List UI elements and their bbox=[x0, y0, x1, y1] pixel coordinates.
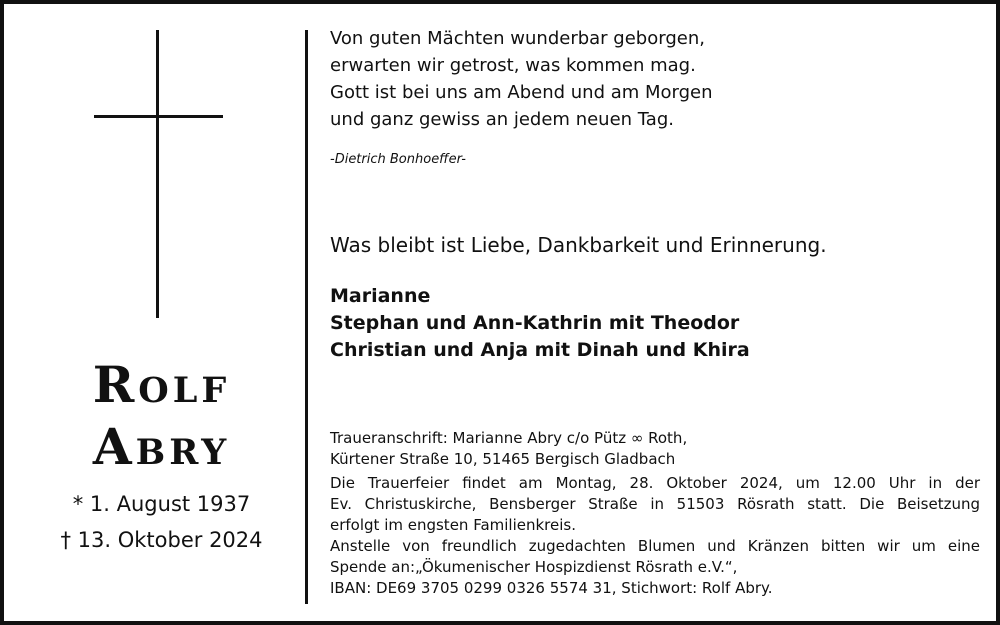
mourning-address-line: Kürtener Straße 10, 51465 Bergisch Gladbach bbox=[330, 450, 676, 468]
ceremony-line: Ev. Christuskirche, Bensberger Straße in 51503 Rösrath statt. Die Beisetzung bbox=[330, 495, 980, 513]
ceremony-line: erfolgt im engsten Familienkreis. bbox=[330, 516, 576, 534]
poem-line: und ganz gewiss an jedem neuen Tag. bbox=[330, 109, 674, 130]
mourning-address-line: Traueranschrift: Marianne Abry c/o Pütz ∞ Roth, bbox=[330, 429, 688, 447]
funeral-information bbox=[330, 428, 980, 599]
family-member: Stephan und Ann-Kathrin mit Theodor bbox=[330, 312, 740, 334]
cross-icon bbox=[156, 30, 159, 318]
donation-line: Spende an:„Ökumenischer Hospizdienst Rösrath e.V.“, bbox=[330, 558, 738, 576]
vertical-divider bbox=[305, 30, 308, 604]
poem-author: -Dietrich Bonhoeffer- bbox=[330, 152, 466, 167]
deceased-first-name: Rolf bbox=[92, 355, 231, 414]
cross-icon-crossbar bbox=[94, 115, 223, 118]
poem-line: erwarten wir getrost, was kommen mag. bbox=[330, 55, 696, 76]
family-list bbox=[330, 283, 750, 364]
family-member: Marianne bbox=[330, 285, 431, 307]
birth-date: * 1. August 1937 bbox=[72, 492, 251, 516]
ceremony-line: Die Trauerfeier findet am Montag, 28. Oktober 2024, um 12.00 Uhr in der bbox=[330, 474, 980, 492]
donation-line: IBAN: DE69 3705 0299 0326 5574 31, Stichwort: Rolf Abry. bbox=[330, 579, 773, 597]
donation-line: Anstelle von freundlich zugedachten Blumen und Kränzen bitten wir um eine bbox=[330, 537, 980, 555]
poem-line: Gott ist bei uns am Abend und am Morgen bbox=[330, 82, 713, 103]
motto: Was bleibt ist Liebe, Dankbarkeit und Erinnerung. bbox=[330, 233, 827, 257]
deceased-last-name: Abry bbox=[92, 417, 231, 476]
family-member: Christian und Anja mit Dinah und Khira bbox=[330, 339, 750, 361]
poem bbox=[330, 25, 980, 133]
poem-line: Von guten Mächten wunderbar geborgen, bbox=[330, 28, 705, 49]
death-date: † 13. Oktober 2024 bbox=[60, 528, 263, 552]
